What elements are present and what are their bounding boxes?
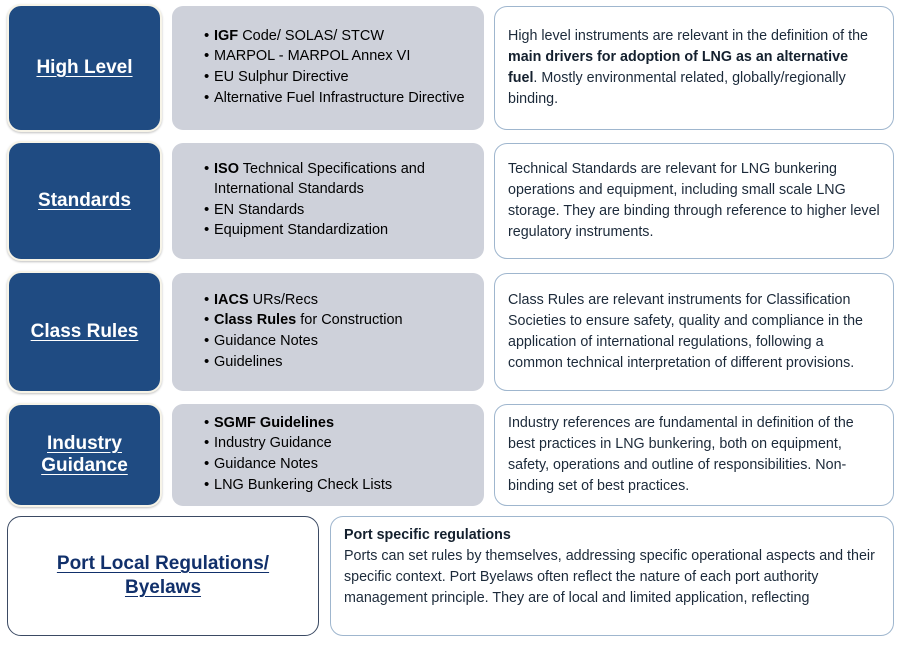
description-segment-bold: main drivers for adoption of LNG as an alternative fuel: [508, 49, 849, 86]
hierarchy-row-high-level: [0, 4, 901, 134]
list-item-bold: SGMF Guidelines: [214, 414, 335, 431]
list-item: [204, 332, 474, 352]
description-segment: Class Rules are relevant instruments for Classification Societies to ensure safety, quality and compliance in the application of international regulations, following a common technical interpretation of different provisions.: [508, 292, 863, 371]
level-label-class-rules: Class Rules: [30, 321, 139, 343]
hierarchy-row-port-local: [0, 513, 901, 647]
list-item-text: Code/ SOLAS/ STCW: [238, 27, 385, 44]
list-item: [204, 27, 474, 47]
items-panel-standards: [172, 143, 484, 259]
list-item: [204, 476, 474, 496]
list-item: [204, 353, 474, 373]
level-box-port-local[interactable]: [7, 516, 319, 636]
items-panel-industry-guidance: [172, 404, 484, 506]
hierarchy-row-class-rules: [0, 271, 901, 395]
level-box-standards[interactable]: [7, 141, 162, 261]
items-panel-class-rules: [172, 273, 484, 391]
list-item: [204, 434, 474, 454]
list-item-text: Equipment Standardization: [214, 222, 389, 239]
description-panel-class-rules: [494, 273, 894, 391]
list-item-text: Guidance Notes: [214, 456, 318, 472]
description-segment: Technical Standards are relevant for LNG bunkering operations and equipment, including small scale LNG storage. They are binding through reference to higher level regulatory instruments.: [508, 161, 880, 240]
description-panel-industry-guidance: [494, 404, 894, 506]
list-item-text: Alternative Fuel Infrastructure Directive: [214, 89, 465, 106]
list-item: [204, 47, 474, 67]
items-list: [204, 27, 474, 110]
items-list: [204, 414, 474, 497]
description-text: [508, 290, 880, 373]
level-box-industry-guidance[interactable]: [7, 403, 162, 507]
level-label-port-local: Port Local Regulations/ Byelaws: [56, 553, 270, 598]
list-item-text: Industry Guidance: [214, 435, 332, 452]
level-label-standards: Standards: [38, 190, 131, 212]
hierarchy-row-industry-guidance: [0, 403, 901, 509]
list-item-bold: ISO: [214, 161, 239, 178]
hierarchy-row-standards: [0, 141, 901, 263]
description-text: [508, 26, 880, 109]
list-item: [204, 455, 474, 475]
level-label-high-level: High Level: [36, 57, 133, 79]
list-item: [204, 89, 474, 109]
list-item-text: for Construction: [296, 312, 403, 329]
description-text: [508, 159, 880, 242]
items-panel-high-level: [172, 6, 484, 130]
list-item-text: LNG Bunkering Check Lists: [214, 476, 393, 493]
list-item-text: Technical Specifications and International Standards: [214, 161, 425, 197]
description-panel-high-level: [494, 6, 894, 130]
list-item-text: Guidance Notes: [214, 333, 318, 349]
list-item: [204, 221, 474, 241]
description-heading: Port specific regulations: [344, 527, 511, 543]
list-item-bold: IGF: [214, 27, 239, 44]
description-text: Ports can set rules by themselves, addressing specific operational aspects and their specific context. Port Byelaws often reflect the nature of each port authority management principle. They are of local and limited application, reflecting: [344, 548, 875, 606]
description-segment: High level instruments are relevant in the definition of the: [508, 28, 869, 45]
items-list: [204, 160, 474, 242]
list-item-text: Guidelines: [214, 353, 283, 370]
description-panel-port-local: [330, 516, 894, 636]
description-text: [508, 413, 880, 496]
list-item: [204, 201, 474, 221]
list-item-text: MARPOL - MARPOL Annex VI: [214, 48, 411, 65]
list-item: [204, 68, 474, 88]
description-segment: . Mostly environmental related, globally/regionally binding.: [508, 70, 846, 107]
list-item: [204, 160, 474, 199]
list-item-text: URs/Recs: [248, 291, 318, 308]
items-list: [204, 291, 474, 374]
list-item-text: EN Standards: [214, 201, 305, 218]
list-item-bold: IACS: [214, 291, 249, 308]
level-label-industry-guidance: Industry Guidance: [41, 433, 128, 476]
description-segment: Industry references are fundamental in definition of the best practices in LNG bunkering, both on equipment, safety, operations and outline of responsibilities. Non-binding set of best practices.: [508, 415, 854, 494]
list-item-text: EU Sulphur Directive: [214, 69, 349, 85]
list-item: [204, 291, 474, 311]
description-panel-standards: [494, 143, 894, 259]
list-item: [204, 311, 474, 331]
list-item-bold: Class Rules: [214, 312, 297, 329]
level-box-high-level[interactable]: [7, 4, 162, 132]
level-box-class-rules[interactable]: [7, 271, 162, 393]
list-item: [204, 414, 474, 434]
